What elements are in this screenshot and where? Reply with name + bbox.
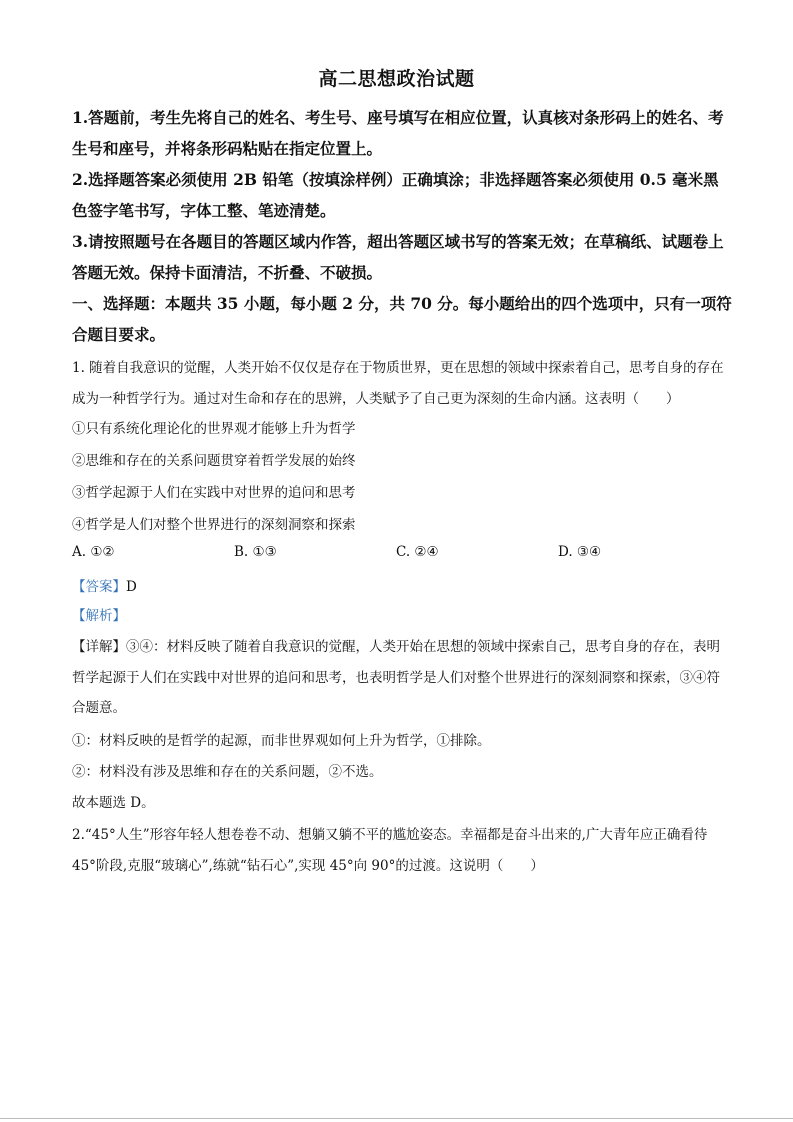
option-b: B. ①③: [234, 544, 277, 560]
question-1-options: [72, 544, 732, 570]
option-d: D. ③④: [558, 544, 602, 560]
analysis-point-2: ②：材料没有涉及思维和存在的关系问题，②不选。: [72, 764, 383, 780]
question-2-stem: 2.“45°人生”形容年轻人想卷卷不动、想躺又躺不平的尴尬姿态。幸福都是奋斗出来的,广大青年应正确看待 45°阶段,克服“玻璃心”,练就“钻石心”,实现 45°向 90°的过渡。这说明（ ）: [72, 827, 708, 874]
page-bottom-rule: [0, 1118, 793, 1119]
option-a: A. ①②: [72, 544, 115, 560]
analysis-conclusion: 故本题选 D。: [72, 795, 155, 811]
question-1-statement-2: ②思维和存在的关系问题贯穿着哲学发展的始终: [72, 453, 356, 469]
question-1-stem: 1. 随着自我意识的觉醒，人类开始不仅仅是存在于物质世界，更在思想的领域中探索着自己，思考自身的存在成为一种哲学行为。通过对生命和存在的思辨，人类赋予了自己更为深刻的生命内涵。这表明（ ）: [72, 360, 724, 407]
analysis-label: 【解析】: [72, 608, 126, 624]
answer-value: D: [126, 579, 137, 595]
section-heading: 一、选择题：本题共 35 小题，每小题 2 分，共 70 分。每小题给出的四个选项中，只有一项符合题目要求。: [72, 294, 732, 344]
notice-1: 1.答题前，考生先将自己的姓名、考生号、座号填写在相应位置，认真核对条形码上的姓名、考生号和座号，并将条形码粘贴在指定位置上。: [72, 108, 724, 158]
page-title: 高二思想政治试题: [318, 68, 475, 90]
question-1-statement-3: ③哲学起源于人们在实践中对世界的追问和思考: [72, 485, 356, 501]
notice-3: 3.请按照题号在各题目的答题区域内作答，超出答题区域书写的答案无效；在草稿纸、试题卷上答题无效。保持卡面清洁，不折叠、不破损。: [72, 232, 724, 282]
answer-label: 【答案】: [72, 579, 126, 595]
analysis-detail: 【详解】③④：材料反映了随着自我意识的觉醒，人类开始在思想的领域中探索自己，思考自身的存在，表明哲学起源于人们在实践中对世界的追问和思考，也表明哲学是人们对整个世界进行的深刻洞察和探索，③④符合题意。: [72, 639, 720, 716]
question-1-statement-4: ④哲学是人们对整个世界进行的深刻洞察和探索: [72, 517, 356, 533]
answer-line: [72, 572, 732, 603]
option-c: C. ②④: [396, 544, 439, 560]
notice-2: 2.选择题答案必须使用 2B 铅笔（按填涂样例）正确填涂；非选择题答案必须使用 0.5 毫米黑色签字笔书写，字体工整、笔迹清楚。: [72, 170, 719, 220]
analysis-point-1: ①：材料反映的是哲学的起源，而非世界观如何上升为哲学，①排除。: [72, 733, 491, 749]
question-1-statement-1: ①只有系统化理论化的世界观才能够上升为哲学: [72, 421, 356, 437]
